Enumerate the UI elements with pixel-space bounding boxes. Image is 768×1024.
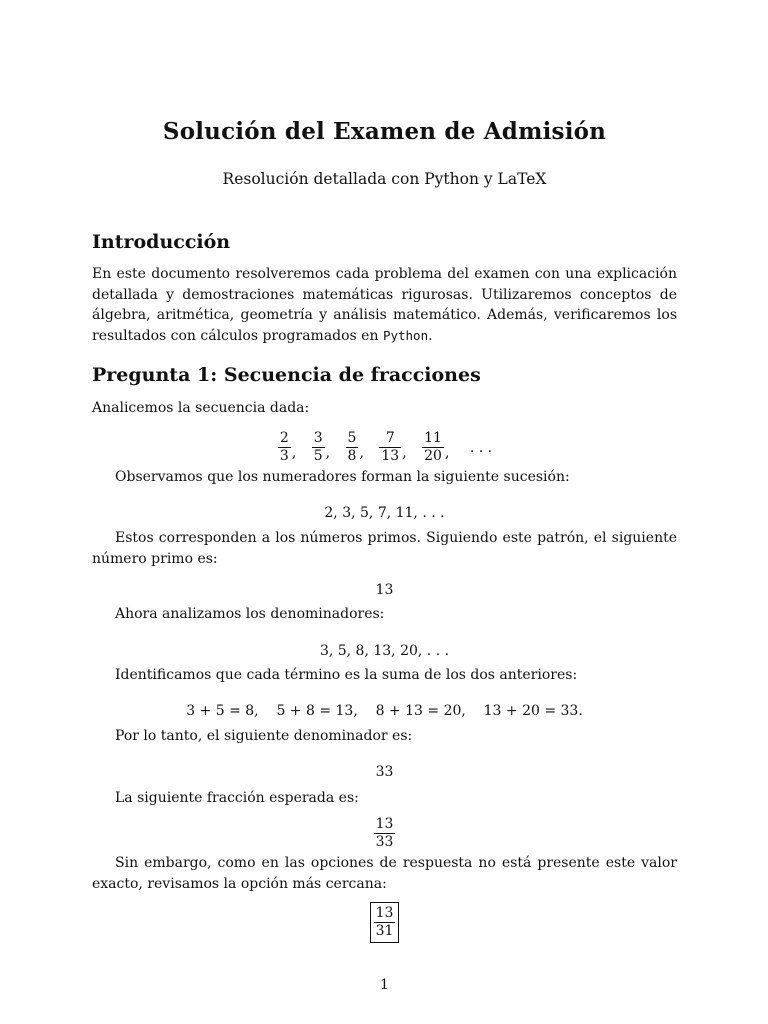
document-subtitle: Resolución detallada con Python y LaTeX bbox=[222, 170, 547, 188]
answer-box bbox=[370, 902, 400, 943]
fraction-1: $\frac{2}{3}$ bbox=[279, 430, 289, 464]
intro-text-end: . bbox=[428, 327, 433, 344]
paragraph-numeradores: Observamos que los numeradores forman la siguiente sucesión: bbox=[115, 469, 570, 485]
paragraph-analicemos: Analicemos la secuencia dada: bbox=[92, 400, 310, 416]
intro-paragraph bbox=[92, 264, 677, 346]
equation-sums: 3 + 5 = 8, 5 + 8 = 13, 8 + 13 = 20, 13 + 20 = 33. bbox=[186, 703, 583, 719]
paragraph-siguiente-denominador: Por lo tanto, el siguiente denominador es: bbox=[115, 728, 413, 744]
sequence-ellipsis: . . . bbox=[469, 439, 493, 456]
python-code-word: Python bbox=[382, 327, 429, 343]
paragraph-fraccion-esperada: La siguiente fracción esperada es: bbox=[115, 790, 359, 806]
fraction-4: $\frac{7}{13}$ bbox=[381, 430, 400, 464]
paragraph-primos: Estos corresponden a los números primos. Siguiendo este patrón, el siguiente número primo es: bbox=[92, 530, 677, 567]
fraction-2: $\frac{3}{5}$ bbox=[313, 430, 323, 464]
intro-text: En este documento resolveremos cada problema del examen con una explicación detallada y demostraciones matemáticas rigurosas. Utilizaremos conceptos de álgebra, aritmética, geometría y análisis matemático. Además, verificaremos los resultados con cálculos programados en bbox=[92, 266, 677, 344]
document-page bbox=[92, 0, 677, 1024]
paragraph-sin-embargo: Sin embargo, como en las opciones de respuesta no está presente este valor exacto, revisamos la opción más cercana: bbox=[92, 855, 677, 892]
document-title: Solución del Examen de Admisión bbox=[162, 118, 607, 145]
fraction-5: $\frac{11}{20}$ bbox=[424, 430, 442, 464]
paragraph-denominadores: Ahora analizamos los denominadores: bbox=[115, 606, 385, 622]
paragraph-suma: Identificamos que cada término es la suma de los dos anteriores: bbox=[115, 667, 578, 683]
equation-next-prime: 13 bbox=[375, 582, 394, 598]
answer-fraction: $\frac{13}{31}$ bbox=[375, 905, 394, 939]
expected-fraction-block bbox=[92, 816, 677, 851]
equation-numerators: 2, 3, 5, 7, 11, . . . bbox=[324, 505, 445, 521]
answer-fraction-block bbox=[92, 902, 677, 943]
fraction-3: $\frac{5}{8}$ bbox=[347, 430, 357, 464]
fraction-sequence: $\frac{2}{3}$ , $\frac{3}{5}$ , $\frac{5}{8}$ , $\frac{7}{13}$ , $\frac{11}{20}$ , . . . bbox=[279, 430, 493, 464]
expected-fraction: $\frac{13}{33}$ bbox=[375, 816, 394, 850]
equation-denominators: 3, 5, 8, 13, 20, . . . bbox=[319, 643, 450, 659]
page-number: 1 bbox=[380, 977, 389, 993]
section-heading-introduccion: Introducción bbox=[92, 231, 231, 253]
section-heading-pregunta-1: Pregunta 1: Secuencia de fracciones bbox=[92, 364, 481, 386]
equation-next-denominator: 33 bbox=[375, 764, 394, 780]
